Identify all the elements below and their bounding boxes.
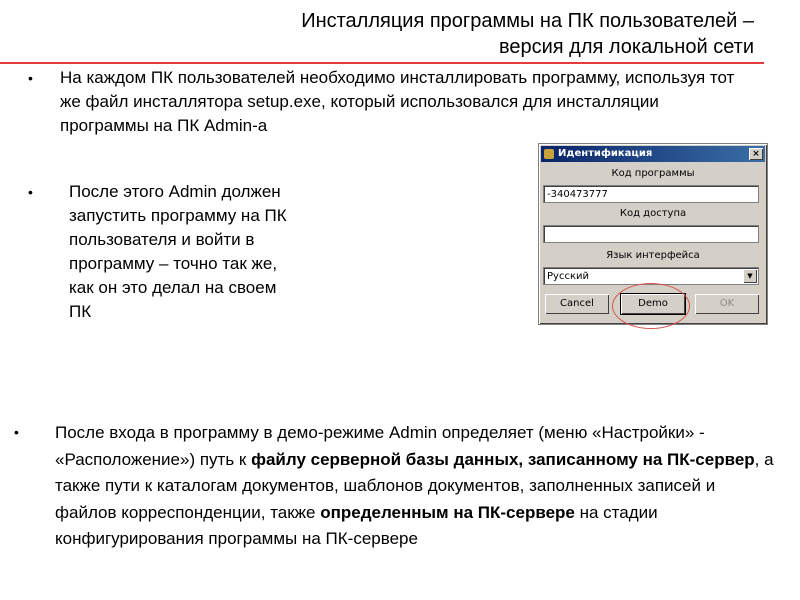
- ok-button[interactable]: OK: [695, 294, 759, 314]
- text-part-1: После входа в программу в демо-режиме Admin определяет (меню «Настройки» - «Расположение») путь к: [55, 423, 705, 469]
- bullet-demo-mode-text: [55, 420, 774, 553]
- access-code-field[interactable]: [543, 225, 759, 243]
- demo-button[interactable]: Demo: [621, 294, 685, 314]
- cancel-button[interactable]: Cancel: [545, 294, 609, 314]
- text-bold-1: файлу серверной базы данных, записанному на ПК-сервер: [251, 449, 755, 469]
- chevron-down-icon[interactable]: ▼: [743, 269, 757, 283]
- program-code-label: Код программы: [611, 168, 695, 179]
- bullet-install: [28, 66, 748, 138]
- bullet-admin-run: [28, 180, 288, 324]
- language-value: Русский: [547, 271, 589, 282]
- demo-highlight-ellipse: [612, 283, 690, 329]
- title-line-1: Инсталляция программы на ПК пользователей –: [301, 10, 754, 32]
- bullet-dot: •: [14, 424, 19, 440]
- bullet-admin-run-text: После этого Admin должен запустить программу на ПК пользователя и войти в программу – точно так же, как он это делал на своем ПК: [69, 182, 287, 321]
- language-label: Язык интерфейса: [606, 250, 700, 261]
- text-part-3: на стадии конфигурирования программы на ПК-сервере: [55, 502, 658, 548]
- program-code-field[interactable]: -340473777: [543, 185, 759, 203]
- dialog-title: Идентификация: [558, 148, 653, 159]
- title-line-2: версия для локальной сети: [498, 36, 754, 58]
- bullet-demo-mode: [14, 420, 774, 553]
- text-bold-2: определенным на ПК-сервере: [320, 502, 575, 522]
- title-divider: [0, 62, 764, 64]
- text-part-2: , а также пути к каталогам документов, шаблонов документов, заполненных записей и файлов корреспонденции, также: [55, 449, 774, 522]
- bullet-dot: •: [28, 70, 33, 86]
- access-code-label: Код доступа: [619, 208, 687, 219]
- page-title: [154, 8, 754, 60]
- close-icon[interactable]: ×: [749, 148, 763, 160]
- app-icon: [544, 149, 554, 159]
- dialog-titlebar[interactable]: [541, 146, 765, 162]
- bullet-install-text: На каждом ПК пользователей необходимо инсталлировать программу, используя тот же файл инсталлятора setup.exe, который использовался для инсталляции программы на ПК Admin-а: [60, 68, 735, 135]
- bullet-dot: •: [28, 184, 33, 200]
